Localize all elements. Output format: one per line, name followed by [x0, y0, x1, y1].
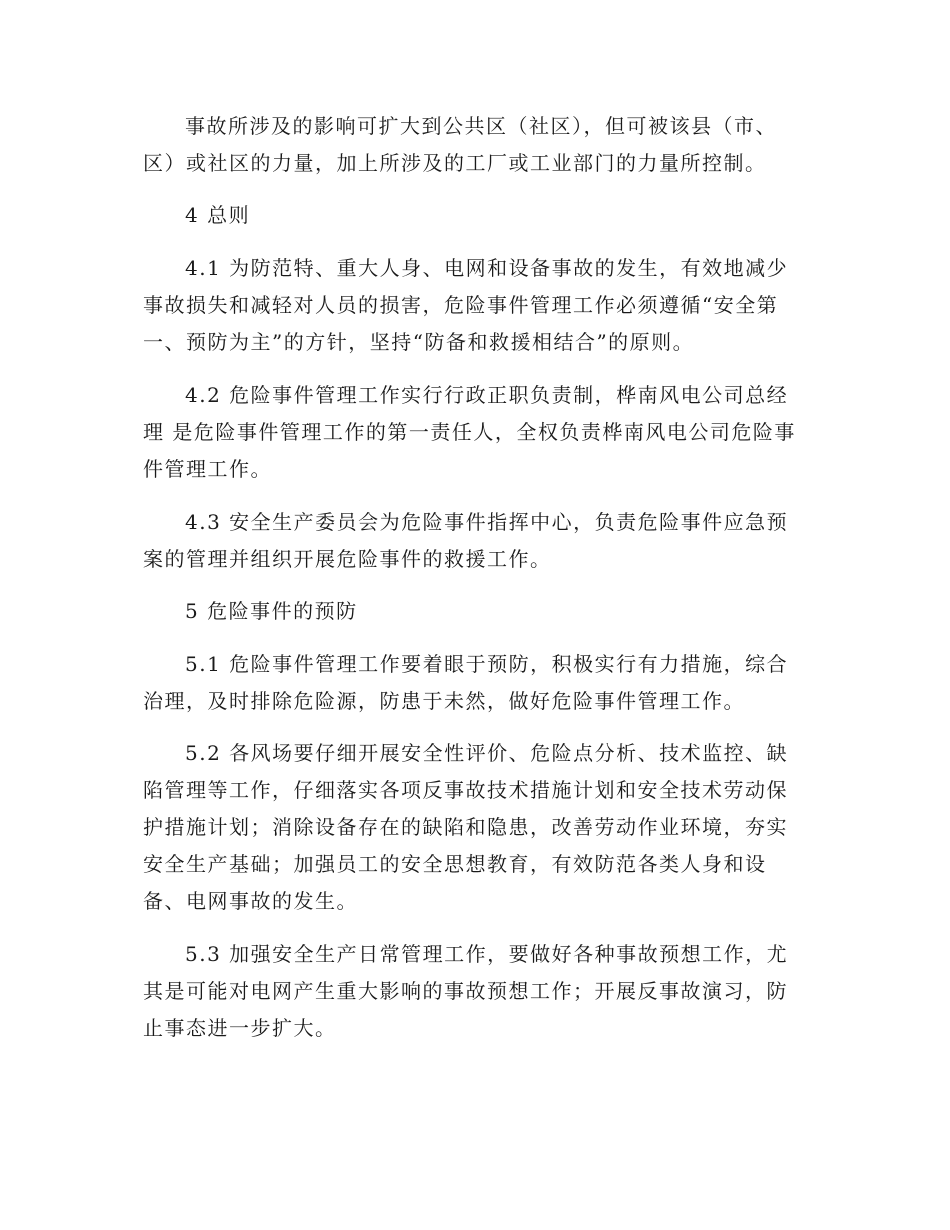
text-line: 4.3 安全生产委员会为危险事件指挥中心，负责危险事件应急预 [185, 510, 789, 534]
paragraph-5-3 [143, 936, 808, 1047]
text-line: 5.2 各风场要仔细开展安全性评价、危险点分析、技术监控、缺 [185, 741, 789, 765]
paragraph-4-1 [143, 250, 808, 361]
text-line: 止事态进一步扩大。 [143, 1016, 337, 1040]
text-line: 陷管理等工作，仔细落实各项反事故技术措施计划和安全技术劳动保 [143, 778, 788, 802]
text-line: 事故所涉及的影响可扩大到公共区（社区），但可被该县（市、 [185, 114, 777, 138]
text-line: 4.1 为防范特、重大人身、电网和设备事故的发生，有效地减少 [185, 256, 789, 280]
text-line: 件管理工作。 [143, 457, 272, 481]
paragraph-5-2 [143, 735, 808, 920]
text-line: 备、电网事故的发生。 [143, 889, 358, 913]
paragraph-5-1 [143, 646, 808, 720]
text-line: 治理，及时排除危险源，防患于未然，做好危险事件管理工作。 [143, 689, 745, 713]
paragraph-4-2 [143, 377, 808, 488]
section-heading-4 [185, 197, 250, 234]
text-line: 案的管理并组织开展危险事件的救援工作。 [143, 547, 552, 571]
text-line: 区）或社区的力量，加上所涉及的工厂或工业部门的力量所控制。 [143, 151, 767, 175]
text-line: 理 是危险事件管理工作的第一责任人，全权负责桦南风电公司危险事 [143, 420, 796, 444]
text-line: 事故损失和减轻对人员的损害，危险事件管理工作必须遵循“安全第 [143, 293, 779, 317]
intro-paragraph [143, 108, 808, 182]
text-line: 护措施计划；消除设备存在的缺陷和隐患，改善劳动作业环境，夯实 [143, 815, 788, 839]
text-line: 安全生产基础；加强员工的安全思想教育，有效防范各类人身和设 [143, 852, 767, 876]
section-heading-5 [185, 593, 358, 630]
text-line: 其是可能对电网产生重大影响的事故预想工作；开展反事故演习，防 [143, 979, 788, 1003]
text-line: 5.3 加强安全生产日常管理工作，要做好各种事故预想工作，尤 [185, 942, 789, 966]
heading-text: 5 危险事件的预防 [185, 599, 358, 623]
text-line: 5.1 危险事件管理工作要着眼于预防，积极实行有力措施，综合 [185, 652, 789, 676]
text-line: 4.2 危险事件管理工作实行行政正职负责制，桦南风电公司总经 [185, 383, 789, 407]
heading-text: 4 总则 [185, 203, 251, 227]
text-line: 一、预防为主”的方针，坚持“防备和救援相结合”的原则。 [143, 330, 695, 354]
paragraph-4-3 [143, 504, 808, 578]
